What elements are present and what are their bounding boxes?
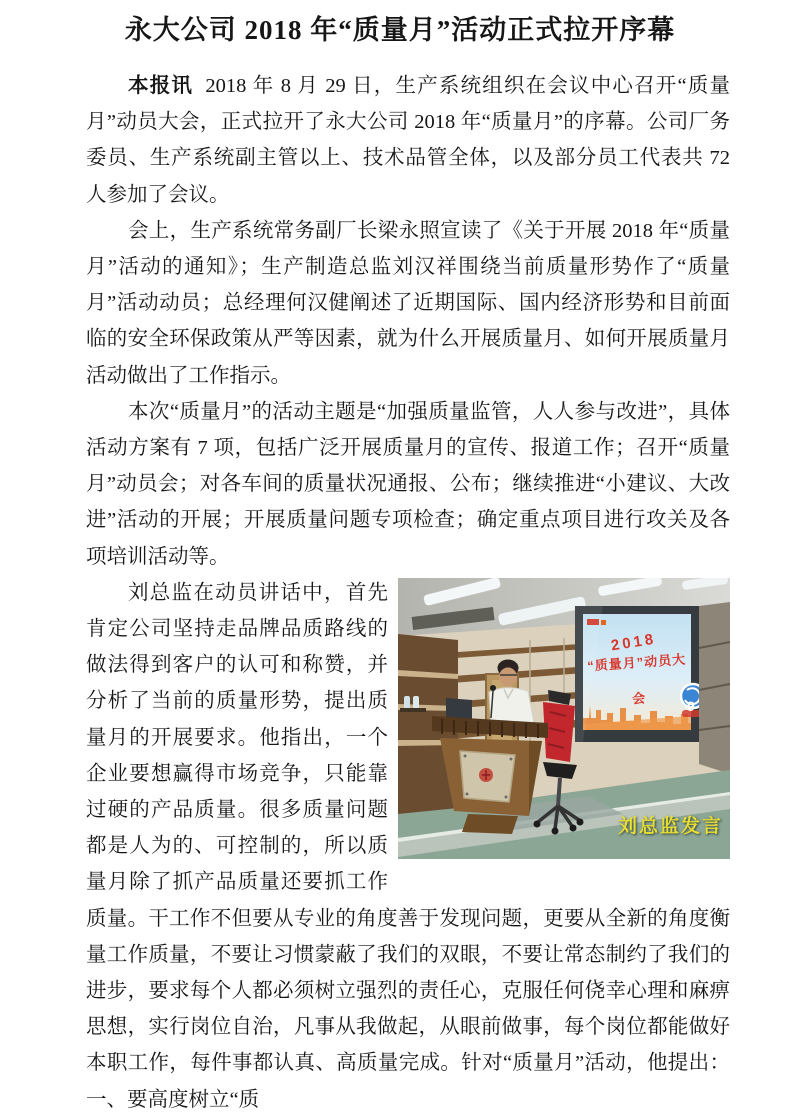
slide-year-text: 2018 xyxy=(609,630,658,655)
article-body xyxy=(86,68,730,1118)
document-page xyxy=(0,13,800,1111)
slide-logo-digit: 9 xyxy=(687,697,695,714)
paragraph-4 xyxy=(86,575,730,1118)
paragraph-3: 本次“质量月”的活动主题是“加强质量监管，人人参与改进”，具体活动方案有 7 项，包括广泛开展质量月的宣传、报道工作；召开“质量月”动员会；对各车间的质量状况通报、公布；继续推进“小建议、大改进”活动的开展；开展质量问题专项检查；确定重点项目进行攻关及各项培训活动等。 xyxy=(86,400,730,568)
slide-title-text: “质量月”动员大会 xyxy=(586,651,687,707)
paragraph-2: 会上，生产系统常务副厂长梁永照宣读了《关于开展 2018 年“质量月”活动的通知》；生产制造总监刘汉祥围绕当前质量形势作了“质量月”活动动员；总经理何汉健阐述了近期国际、国内经济形势和目前面临的安全环保政策从严等因素，就为什么开展质量月、如何开展质量月活动做出了工作指示。 xyxy=(86,219,730,387)
byline-label: 本报讯 xyxy=(128,75,194,97)
photo-caption: 刘总监发言 xyxy=(617,815,723,837)
paragraph-4-text: 刘总监在动员讲话中，首先肯定公司坚持走品牌品质路线的做法得到客户的认可和称赞，并分析了当前的质量形势，提出质量月的开展要求。他指出，一个企业要想赢得市场竞争，只能靠过硬的产品质量。很多质量问题都是人为的、可控制的，所以质量月除了抓产品质量还要抓工作质量。干工作不但要从专业的角度善于发现问题，更要从全新的角度衡量工作质量，不要让习惯蒙蔽了我们的双眼，不要让常态制约了我们的进步，要求每个人都必须树立强烈的责任心，克服任何侥幸心理和麻痹思想，实行岗位自治，凡事从我做起，从眼前做事，每个岗位都能做好本职工作，每件事都认真、高质量完成。针对“质量月”活动，他提出：一、要高度树立“质 xyxy=(86,581,730,1111)
right-wall-panels xyxy=(699,602,730,774)
paragraph-1-text: 2018 年 8 月 29 日，生产系统组织在会议中心召开“质量月”动员大会，正式拉开了永大公司 2018 年“质量月”的序幕。公司厂务委员、生产系统副主管以上、技术品管全体，以及部分员工代表共 72 人参加了会议。 xyxy=(86,75,730,206)
article-title: 永大公司 2018 年“质量月”活动正式拉开序幕 xyxy=(124,15,676,45)
paragraph-1 xyxy=(86,68,730,213)
event-photo xyxy=(398,578,730,859)
